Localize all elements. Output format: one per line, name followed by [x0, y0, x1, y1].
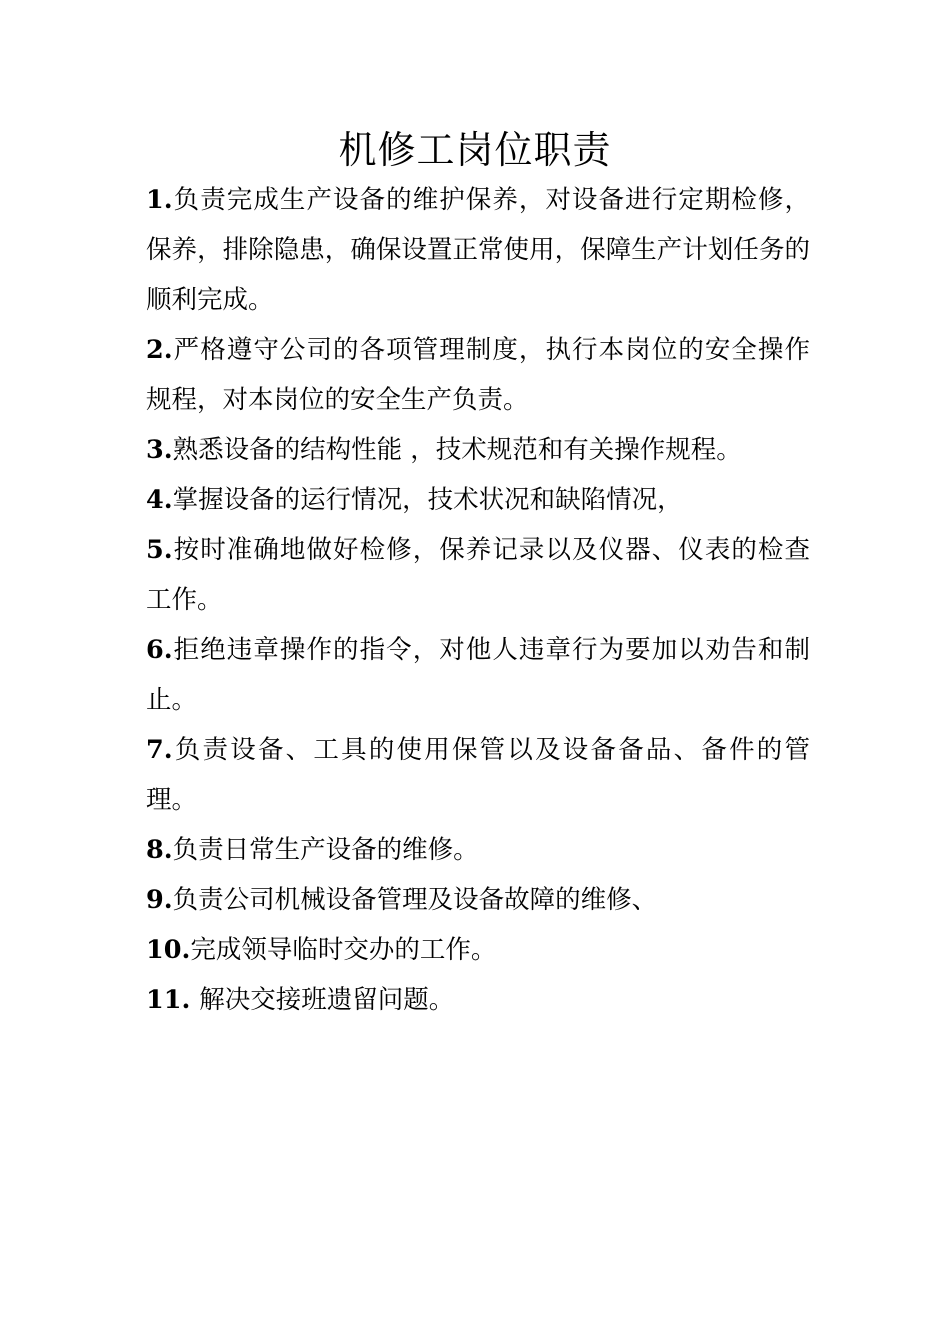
item-text: 负责设备、工具的使用保管以及设备备品、备件的管理。	[146, 735, 810, 815]
item-text: 负责完成生产设备的维护保养，对设备进行定期检修，保养，排除隐患，确保设置正常使用，保障生产计划任务的顺利完成。	[146, 185, 810, 315]
item-text: 熟悉设备的结构性能 ，技术规范和有关操作规程。	[172, 435, 742, 465]
item-number: 5.	[146, 535, 173, 565]
item-number: 4.	[146, 485, 173, 515]
duty-item-6	[146, 625, 810, 725]
duty-item-5	[146, 525, 810, 625]
duty-item-7	[146, 725, 810, 825]
item-number: 7.	[146, 735, 173, 765]
duty-item-9	[146, 875, 810, 925]
duty-item-1	[146, 175, 810, 325]
item-number: 9.	[146, 885, 173, 915]
duty-item-4	[146, 475, 810, 525]
item-text: 完成领导临时交办的工作。	[190, 935, 497, 965]
duty-item-8	[146, 825, 810, 875]
duty-item-10	[146, 925, 810, 975]
duty-item-11	[146, 975, 810, 1025]
item-text: 掌握设备的运行情况，技术状况和缺陷情况，	[172, 485, 683, 515]
item-number: 8.	[146, 835, 173, 865]
item-number: 10.	[146, 935, 191, 965]
item-text: 负责公司机械设备管理及设备故障的维修、	[172, 885, 658, 915]
duty-item-2	[146, 325, 810, 425]
item-text: 拒绝违章操作的指令，对他人违章行为要加以劝告和制止。	[146, 635, 810, 715]
item-text: 负责日常生产设备的维修。	[172, 835, 479, 865]
item-text: 解决交接班遗留问题。	[199, 985, 455, 1015]
item-number: 2.	[146, 335, 173, 365]
duty-item-3	[146, 425, 810, 475]
item-number: 11.	[146, 985, 200, 1015]
item-text: 按时准确地做好检修，保养记录以及仪器、仪表的检查工作。	[146, 535, 810, 615]
duty-list	[146, 175, 810, 1025]
item-number: 6.	[146, 635, 173, 665]
item-number: 3.	[146, 435, 173, 465]
item-number: 1.	[146, 185, 173, 215]
item-text: 严格遵守公司的各项管理制度，执行本岗位的安全操作规程，对本岗位的安全生产负责。	[146, 335, 810, 415]
page-title: 机修工岗位职责	[338, 128, 612, 172]
